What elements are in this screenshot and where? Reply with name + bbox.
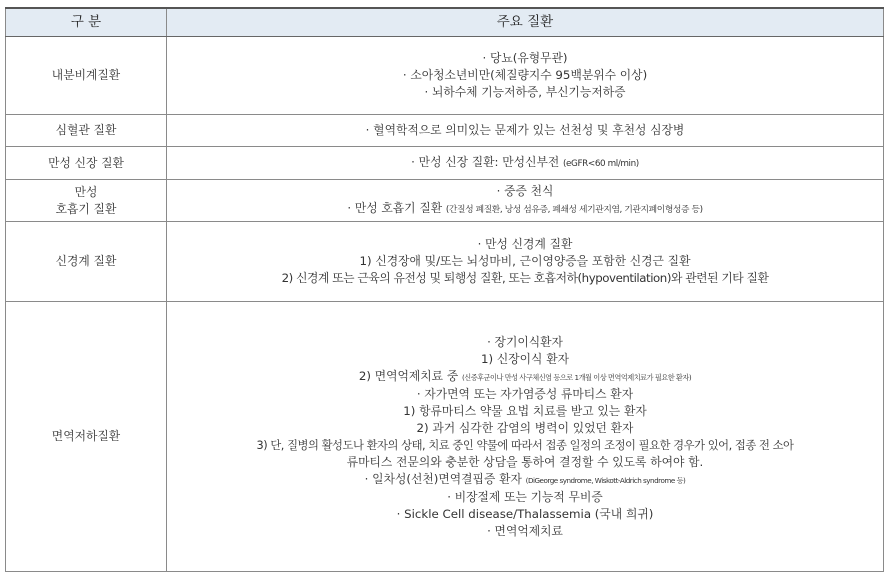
disease-line: · 만성 호흡기 질환 xyxy=(347,200,443,215)
disease-line: 2) 면역억제치료 중 xyxy=(358,368,459,383)
disease-line: 3) 단, 질병의 활성도나 환자의 상태, 치료 중인 약물에 따라서 접종 일정의 조정이 필요한 경우가 있어, 접종 전 소아 xyxy=(256,438,794,452)
disease-line: 1) 신장이식 환자 xyxy=(481,351,569,366)
disease-cell xyxy=(167,37,884,115)
category-cell: 면역저하질환 xyxy=(6,302,167,572)
header-row xyxy=(6,8,884,37)
category-cell: 내분비계질환 xyxy=(6,37,167,115)
disease-line: · 중증 천식 xyxy=(496,183,554,198)
disease-line: 2) 과거 심각한 감염의 병력이 있었던 환자 xyxy=(416,420,634,435)
table-row xyxy=(6,302,884,572)
category-cell: 심혈관 질환 xyxy=(6,115,167,147)
disease-line: · 소아청소년비만(체질량지수 95백분위수 이상) xyxy=(402,68,648,82)
table-row xyxy=(6,37,884,115)
disease-note: (DiGeorge syndrome, Wiskott-Aldrich syndrome 등) xyxy=(525,475,686,485)
table-row xyxy=(6,147,884,180)
disease-line: 1) 신경장애 및/또는 뇌성마비, 근이영양증을 포함한 신경근 질환 xyxy=(359,254,691,268)
category-cell xyxy=(6,180,167,222)
category-cell: 신경계 질환 xyxy=(6,222,167,302)
category-cell: 만성 신장 질환 xyxy=(6,147,167,180)
table-row xyxy=(6,180,884,222)
disease-line: · 당뇨(유형무관) xyxy=(482,51,568,65)
disease-line: 류마티스 전문의와 충분한 상담을 통하여 결정할 수 있도록 하여야 함. xyxy=(346,454,704,469)
disease-cell xyxy=(167,222,884,302)
disease-line: · 혈역학적으로 의미있는 문제가 있는 선천성 및 후천성 심장병 xyxy=(365,123,685,137)
disease-line: · 비장절제 또는 기능적 무비증 xyxy=(447,489,603,504)
disease-line: · 면역억제치료 xyxy=(487,523,563,538)
disease-cell xyxy=(167,115,884,147)
category-line: 만성 xyxy=(74,184,98,199)
category-line: 호흡기 질환 xyxy=(55,201,117,216)
disease-line: · 뇌하수체 기능저하증, 부신기능저하증 xyxy=(424,85,626,99)
disease-line: · 일차성(선천)면역결핍증 환자 xyxy=(364,471,522,486)
disease-table xyxy=(5,7,884,572)
disease-cell xyxy=(167,302,884,572)
disease-line: 2) 신경계 또는 근육의 유전성 및 퇴행성 질환, 또는 호흡저하(hypoventilation)와 관련된 기타 질환 xyxy=(281,271,769,285)
table-row xyxy=(6,222,884,302)
header-disease: 주요 질환 xyxy=(167,8,884,37)
disease-line: 1) 항류마티스 약물 요법 치료를 받고 있는 환자 xyxy=(403,403,647,418)
header-category: 구 분 xyxy=(6,8,167,37)
disease-line: · 만성 신장 질환: 만성신부전 xyxy=(411,154,560,169)
disease-cell xyxy=(167,180,884,222)
disease-note: (신증후군이나 만성 사구체신염 등으로 1개월 이상 면역억제치료가 필요한 환자) xyxy=(461,372,692,382)
disease-note: (간질성 폐질환, 낭성 섬유증, 폐쇄성 세기관지염, 기관지폐이형성증 등) xyxy=(445,204,703,215)
disease-line: · Sickle Cell disease/Thalassemia (국내 희귀) xyxy=(396,506,654,521)
disease-note: (eGFR<60 ml/min) xyxy=(563,158,639,169)
disease-line: · 자가면역 또는 자가염증성 류마티스 환자 xyxy=(416,386,634,401)
table-row xyxy=(6,115,884,147)
disease-cell xyxy=(167,147,884,180)
disease-line: · 만성 신경계 질환 xyxy=(477,237,573,251)
disease-line: · 장기이식환자 xyxy=(487,334,563,349)
